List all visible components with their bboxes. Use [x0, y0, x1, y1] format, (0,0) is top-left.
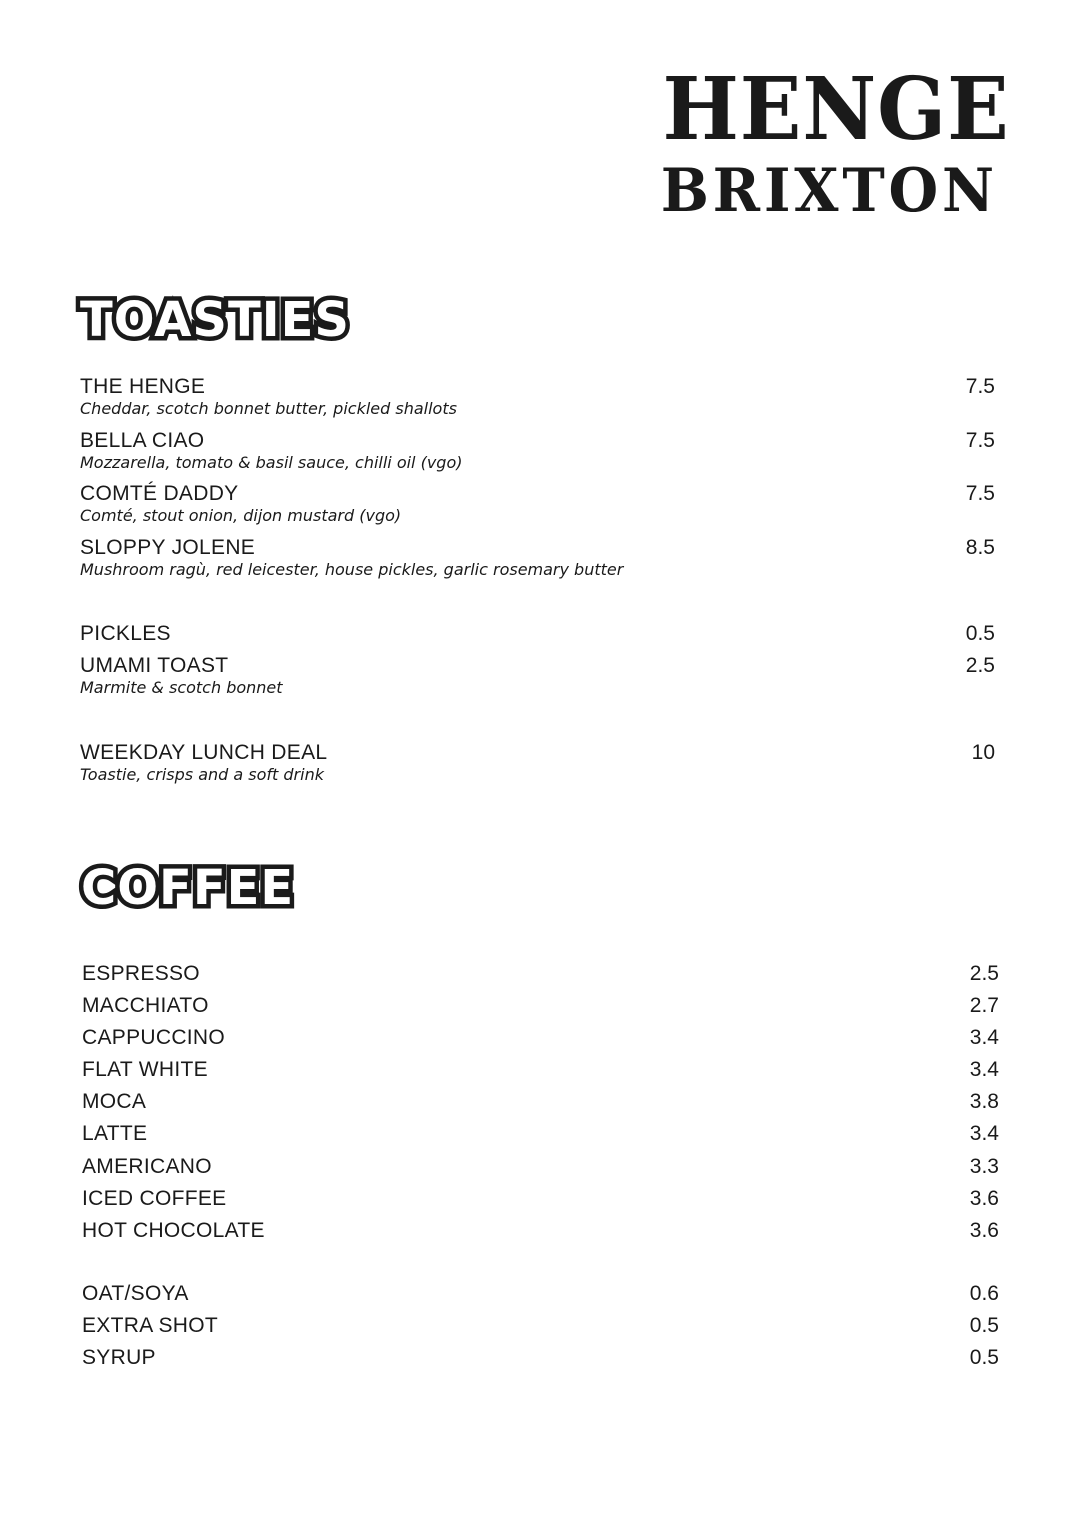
menu-item-pickles [80, 620, 995, 652]
item-description: Comté, stout onion, dijon mustard (vgo) [80, 506, 402, 525]
item-price: 0.6 [969, 1281, 999, 1305]
item-name: THE HENGE [80, 375, 206, 398]
item-price: 7.5 [965, 375, 995, 398]
menu-item-bella-ciao [80, 427, 995, 481]
item-name: BELLA CIAO [80, 428, 205, 452]
item-price: 3.6 [969, 1218, 999, 1242]
item-description: Marmite & scotch bonnet [80, 678, 283, 697]
item-price: 3.4 [969, 1026, 999, 1050]
item-price: 3.4 [969, 1122, 999, 1146]
item-description: Mushroom ragù, red leicester, house pickles, garlic rosemary butter [80, 559, 624, 579]
menu-item-iced-coffee [82, 1185, 999, 1217]
menu-item-the-henge [80, 373, 995, 427]
item-price: 0.5 [969, 1346, 999, 1370]
menu-item-oat-soya [82, 1280, 999, 1312]
item-name: WEEKDAY LUNCH DEAL [80, 740, 328, 764]
item-name: EXTRA SHOT [82, 1313, 219, 1337]
item-name: ESPRESSO [82, 962, 200, 985]
section-title-coffee: COFFEE [81, 860, 295, 916]
item-name: AMERICANO [82, 1154, 212, 1178]
toasties-menu-list [80, 373, 995, 792]
item-price: 2.5 [969, 962, 999, 985]
item-price: 3.8 [969, 1090, 999, 1114]
menu-item-hot-chocolate [82, 1217, 999, 1249]
item-price: 0.5 [969, 1313, 999, 1337]
item-price: 2.7 [969, 994, 999, 1018]
item-price: 10 [971, 740, 995, 764]
coffee-menu-list [82, 960, 999, 1376]
brand-name: HENGE [662, 59, 1010, 160]
item-name: LATTE [82, 1122, 148, 1146]
item-name: UMAMI TOAST [80, 654, 229, 677]
menu-item-moca [82, 1088, 999, 1120]
item-price: 3.3 [969, 1154, 999, 1178]
menu-item-extra-shot [82, 1312, 999, 1344]
item-description: Toastie, crisps and a soft drink [80, 764, 324, 784]
menu-item-sloppy-jolene [80, 534, 995, 588]
menu-item-macchiato [82, 992, 999, 1024]
item-name: SYRUP [82, 1346, 156, 1370]
item-name: FLAT WHITE [82, 1058, 208, 1082]
menu-item-americano [82, 1153, 999, 1185]
menu-item-comte-daddy [80, 480, 995, 534]
item-price: 3.4 [969, 1058, 999, 1082]
item-price: 2.5 [965, 654, 995, 677]
menu-item-umami-toast [80, 652, 995, 706]
menu-item-cappuccino [82, 1024, 999, 1056]
item-price: 3.6 [969, 1186, 999, 1210]
item-name: ICED COFFEE [82, 1186, 227, 1210]
menu-item-espresso [82, 960, 999, 992]
menu-item-syrup [82, 1344, 999, 1376]
item-name: MOCA [82, 1090, 147, 1114]
menu-item-flat-white [82, 1056, 999, 1088]
item-name: OAT/SOYA [82, 1281, 189, 1305]
item-price: 7.5 [965, 428, 995, 452]
brand-logo [652, 59, 1010, 226]
menu-item-weekday-lunch-deal [80, 739, 995, 793]
item-price: 0.5 [965, 622, 995, 645]
item-name: MACCHIATO [82, 994, 209, 1018]
item-name: PICKLES [80, 622, 171, 645]
item-name: COMTÉ DADDY [80, 482, 239, 505]
item-description: Mozzarella, tomato & basil sauce, chilli oil (vgo) [80, 452, 463, 472]
brand-location: BRIXTON [660, 156, 998, 226]
item-name: SLOPPY JOLENE [80, 535, 256, 559]
item-description: Cheddar, scotch bonnet butter, pickled shallots [80, 399, 457, 418]
item-name: HOT CHOCOLATE [82, 1218, 265, 1242]
item-price: 7.5 [965, 482, 995, 505]
item-name: CAPPUCCINO [82, 1026, 226, 1050]
section-title-toasties: TOASTIES [80, 292, 350, 348]
menu-item-latte [82, 1120, 999, 1152]
item-price: 8.5 [965, 535, 995, 559]
